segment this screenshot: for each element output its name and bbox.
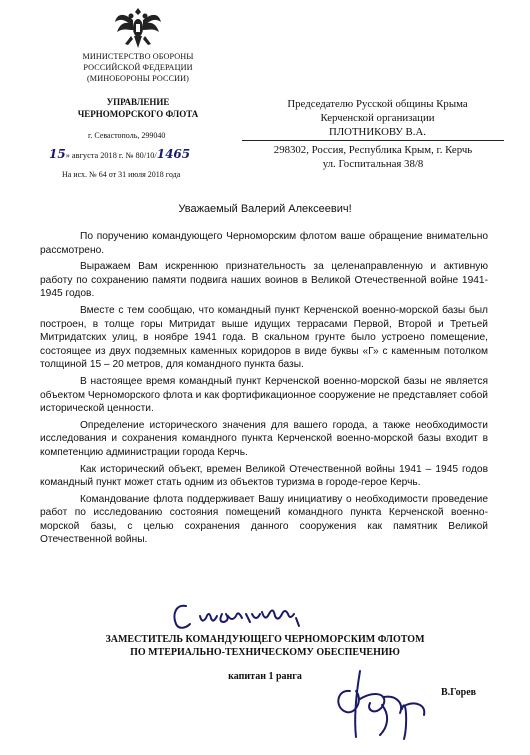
handwritten-number: 1465 — [156, 147, 191, 161]
address-divider — [242, 140, 504, 141]
body-paragraph: Выражаем Вам искреннюю признательность за целенаправленную и активную работу по сохранению памяти подвига наших воинов в Великой Отечественной войне 1941-1945 годов. — [40, 261, 488, 300]
address-line: 298302, Россия, Республика Крым, г. Керчь — [273, 144, 473, 156]
signer-name: В.Горев — [441, 687, 477, 698]
handwritten-day: 15 — [49, 147, 66, 161]
body-paragraph: В настоящее время командный пункт Керченской военно-морской базы не является объектом Черноморского флота и как фортификационное сооружение не представляет собой исторической ценности. — [40, 375, 488, 415]
handwritten-regards — [170, 600, 320, 632]
date-text: » августа 2018 г. № 80/10/ — [65, 151, 157, 160]
body-paragraph: Командование флота поддерживает Вашу инициативу о необходимости проведение работ по исследованию состояния помещений командного пункта Керченской военно-морской базы, с целью сохранения данного сооружения как памятник Великой Отечественной войны. — [40, 493, 488, 546]
addressee-block — [255, 97, 500, 139]
addressee-line: Керченской организации — [320, 112, 435, 124]
addressee-line: Председателю Русской общины Крыма — [287, 98, 468, 110]
signatory-title — [0, 633, 530, 659]
department-name — [48, 96, 228, 120]
ministry-line: (МИНОБОРОНЫ РОССИИ) — [86, 74, 189, 83]
ministry-name — [48, 51, 228, 84]
signatory-rank: капитан 1 ранга — [228, 671, 302, 682]
letter-body — [40, 230, 488, 550]
signatory-title-line: ЗАМЕСТИТЕЛЬ КОМАНДУЮЩЕГО ЧЕРНОМОРСКИМ ФЛОТОМ — [105, 634, 425, 645]
department-line: УПРАВЛЕНИЕ — [106, 97, 170, 107]
addressee-address — [242, 143, 504, 171]
document-date-line — [49, 147, 190, 161]
department-line: ЧЕРНОМОРСКОГО ФЛОТА — [77, 109, 199, 119]
body-paragraph: Вместе с тем сообщаю, что командный пункт Керченской военно-морской базы был построен, в толще горы Митридат выше идущих террасами Первой, Второй и Третьей Митридатских улиц, в ноябре 1941 года. В скальном грунте было устроено помещение, состоящее из двух подземных каменных коридоров в виде буквы «Г» с каменным потолком толщиной 15 – 20 метров, для командного пункта базы. — [40, 304, 488, 371]
body-paragraph: Как исторический объект, времен Великой Отечественной войны 1941 – 1945 годов командный пункт может стать одним из объектов туризма в городе-герое Керчь. — [40, 463, 488, 489]
signatory-title-line: ПО МТЕРИАЛЬНО-ТЕХНИЧЕСКОМУ ОБЕСПЕЧЕНИЮ — [130, 647, 400, 658]
body-paragraph: По поручению командующего Черноморским флотом ваше обращение внимательно рассмотрено. — [40, 231, 488, 256]
salutation: Уважаемый Валерий Алексеевич! — [178, 203, 352, 215]
body-paragraph: Определение исторического значения для вашего города, а также необходимости исследования и сохранения командного пункта Керченской военно-морской базы входит в компетенцию администрации города Керчь. — [40, 419, 488, 458]
reference-line: На исх. № 64 от 31 июля 2018 года — [62, 170, 181, 179]
coat-of-arms-emblem — [113, 6, 163, 52]
ministry-line: РОССИЙСКОЙ ФЕДЕРАЦИИ — [83, 63, 193, 72]
addressee-line: ПЛОТНИКОВУ В.А. — [329, 126, 426, 138]
handwritten-signature — [320, 665, 440, 745]
address-line: ул. Госпитальная 38/8 — [322, 158, 424, 170]
sender-city: г. Севастополь, 299040 — [88, 131, 166, 140]
ministry-line: МИНИСТЕРСТВО ОБОРОНЫ — [82, 52, 194, 61]
